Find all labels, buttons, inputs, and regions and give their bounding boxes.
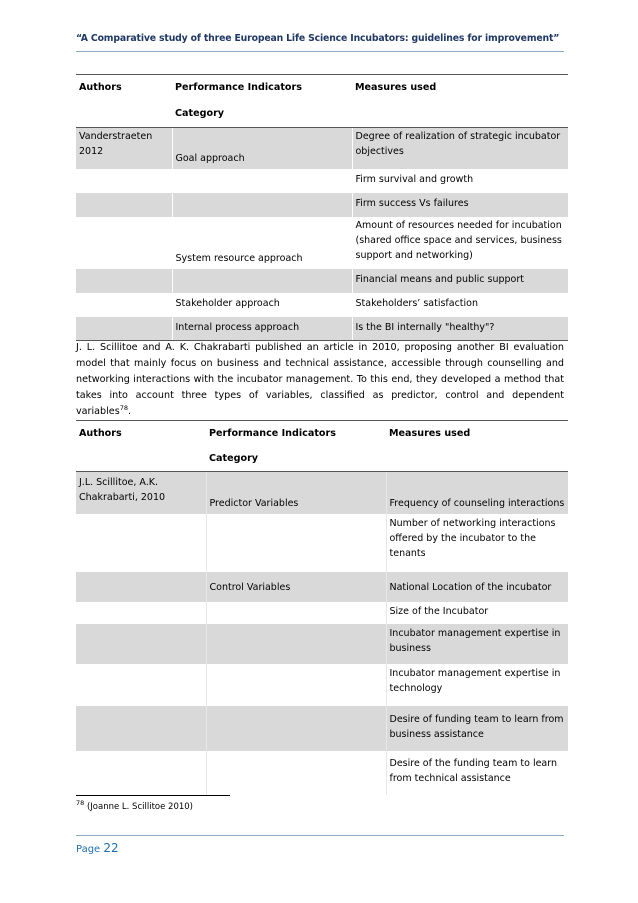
cell-measure: Is the BI internally "healthy"? bbox=[352, 317, 568, 341]
table-header-row bbox=[76, 421, 568, 472]
table-row bbox=[76, 293, 568, 317]
paragraph-end: . bbox=[127, 406, 132, 417]
table-header-row bbox=[76, 75, 568, 128]
table-row bbox=[76, 217, 568, 269]
running-header: “A Comparative study of three European Life Science Incubators: guidelines for improvement” bbox=[76, 33, 560, 44]
cell-category bbox=[206, 602, 386, 624]
cell-author bbox=[76, 514, 206, 572]
paragraph-text: J. L. Scillitoe and A. K. Chakrabarti published an article in 2010, proposing another BI evaluation model that mainly focus on business and technical assistance, accessible through counselling and networking interactions with the incubator management. To this end, they developed a method that takes into account three types of variables, classified as predictor, control and dependent variables bbox=[76, 342, 564, 417]
header-authors: Authors bbox=[76, 421, 206, 472]
table-row bbox=[76, 472, 568, 514]
cell-author bbox=[76, 624, 206, 664]
table-row bbox=[76, 664, 568, 706]
footnote-reference: 78 bbox=[119, 403, 128, 412]
cell-category: System resource approach bbox=[172, 217, 352, 269]
cell-category bbox=[172, 193, 352, 217]
cell-category: Goal approach bbox=[172, 128, 352, 169]
header-category: Performance Indicators Category bbox=[206, 421, 386, 472]
cell-measure: Amount of resources needed for incubation (shared office space and services, business support and networking) bbox=[352, 217, 568, 269]
cell-author bbox=[76, 664, 206, 706]
cell-author bbox=[76, 317, 172, 341]
table-row bbox=[76, 624, 568, 664]
table-row bbox=[76, 706, 568, 751]
header-measures: Measures used bbox=[352, 75, 568, 128]
cell-measure: National Location of the incubator bbox=[386, 572, 568, 602]
table-row bbox=[76, 751, 568, 795]
footnote bbox=[76, 799, 193, 812]
indicators-table-vanderstraeten bbox=[76, 74, 568, 341]
table-row bbox=[76, 193, 568, 217]
cell-author bbox=[76, 572, 206, 602]
page-label: Page bbox=[76, 844, 104, 855]
cell-category bbox=[206, 706, 386, 751]
cell-category bbox=[206, 514, 386, 572]
cell-category: Stakeholder approach bbox=[172, 293, 352, 317]
table-row bbox=[76, 269, 568, 293]
table-row bbox=[76, 169, 568, 193]
cell-author bbox=[76, 602, 206, 624]
page-number bbox=[76, 841, 119, 855]
cell-measure: Desire of the funding team to learn from technical assistance bbox=[386, 751, 568, 795]
cell-measure: Size of the Incubator bbox=[386, 602, 568, 624]
cell-author bbox=[76, 217, 172, 269]
footer-rule bbox=[76, 835, 564, 836]
cell-category: Internal process approach bbox=[172, 317, 352, 341]
cell-author bbox=[76, 751, 206, 795]
cell-measure: Number of networking interactions offered by the incubator to the tenants bbox=[386, 514, 568, 572]
cell-author bbox=[76, 269, 172, 293]
cell-author: J.L. Scillitoe, A.K. Chakrabarti, 2010 bbox=[79, 477, 166, 503]
cell-author bbox=[76, 293, 172, 317]
cell-measure: Financial means and public support bbox=[352, 269, 568, 293]
table-row bbox=[76, 317, 568, 341]
table-row bbox=[76, 572, 568, 602]
cell-category bbox=[172, 269, 352, 293]
cell-author bbox=[76, 193, 172, 217]
cell-category bbox=[206, 664, 386, 706]
cell-measure: Firm success Vs failures bbox=[352, 193, 568, 217]
cell-measure: Degree of realization of strategic incubator objectives bbox=[352, 128, 568, 169]
header-measures: Measures used bbox=[386, 421, 568, 472]
cell-category bbox=[206, 624, 386, 664]
cell-measure: Incubator management expertise in technology bbox=[386, 664, 568, 706]
header-rule bbox=[76, 51, 564, 52]
cell-measure: Firm survival and growth bbox=[352, 169, 568, 193]
indicators-table-scillitoe bbox=[76, 420, 568, 795]
footnote-separator bbox=[76, 795, 230, 796]
cell-author bbox=[76, 706, 206, 751]
header-authors: Authors bbox=[76, 75, 172, 128]
cell-measure: Incubator management expertise in business bbox=[386, 624, 568, 664]
table-row bbox=[76, 128, 568, 169]
header-category: Performance Indicators Category bbox=[172, 75, 352, 128]
cell-category bbox=[172, 169, 352, 193]
footnote-number: 78 bbox=[76, 799, 85, 808]
cell-category: Control Variables bbox=[206, 572, 386, 602]
cell-author bbox=[76, 169, 172, 193]
cell-author: Vanderstraeten 2012 bbox=[79, 131, 153, 157]
footnote-text: (Joanne L. Scillitoe 2010) bbox=[84, 802, 193, 812]
body-paragraph bbox=[76, 340, 564, 420]
cell-measure: Frequency of counseling interactions bbox=[386, 472, 568, 514]
table-row bbox=[76, 514, 568, 572]
page-number-value: 22 bbox=[103, 841, 119, 855]
table-row bbox=[76, 602, 568, 624]
cell-category: Predictor Variables bbox=[206, 472, 386, 514]
cell-category bbox=[206, 751, 386, 795]
cell-measure: Desire of funding team to learn from business assistance bbox=[386, 706, 568, 751]
cell-measure: Stakeholders’ satisfaction bbox=[352, 293, 568, 317]
